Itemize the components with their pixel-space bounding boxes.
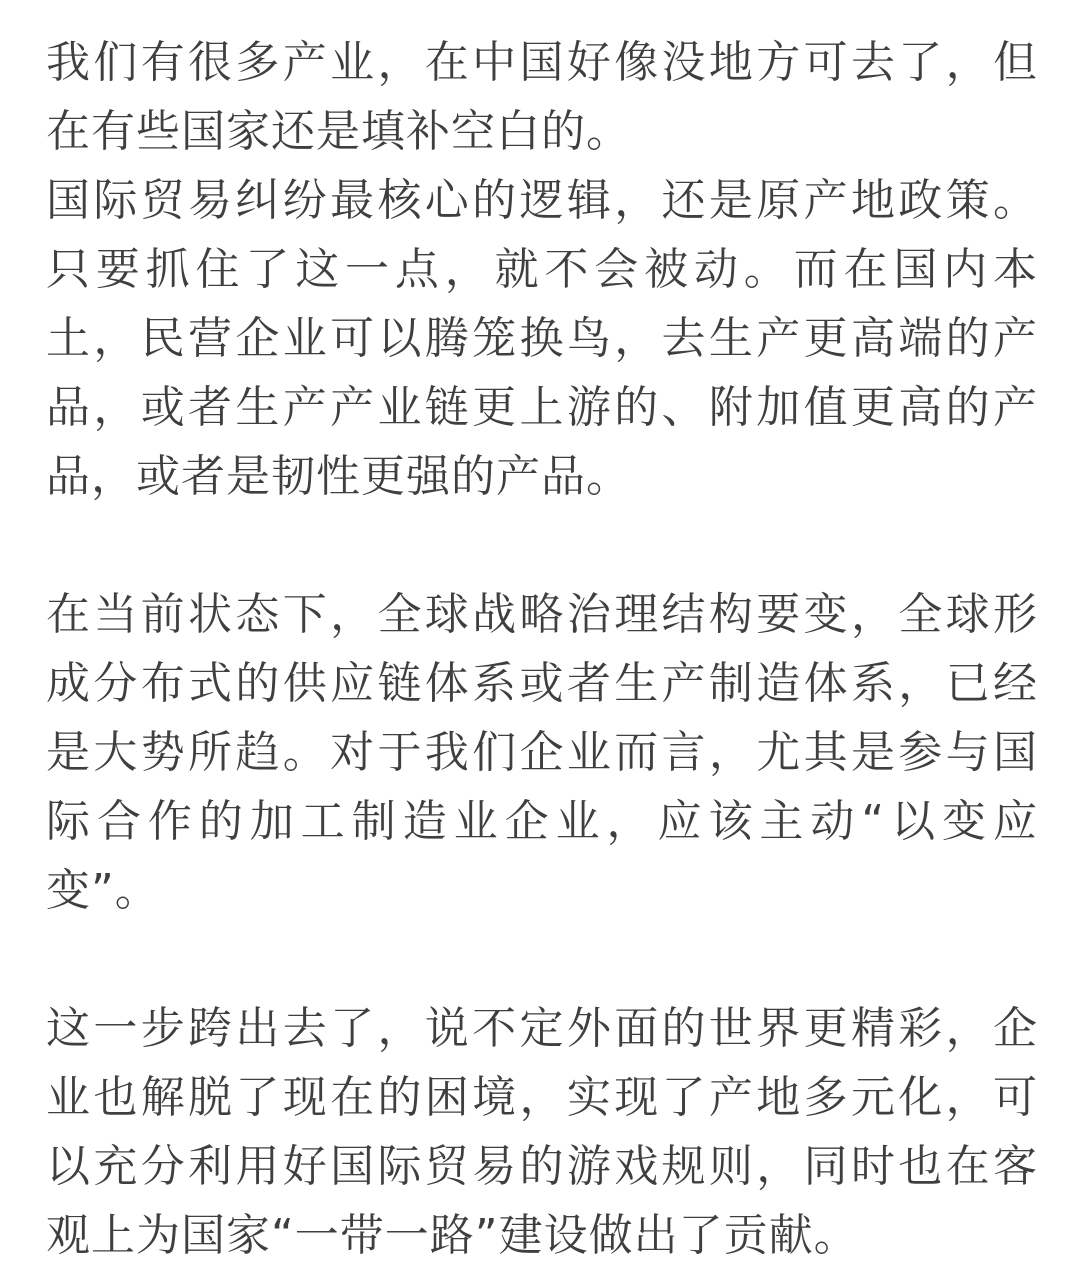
text-line: 业也解脱了现在的困境，实现了产地多元化，可 [46,1072,1038,1123]
paragraph-3 [46,580,1038,925]
text-line: 成分布式的供应链体系或者生产制造体系，已经 [46,658,1038,709]
text-line: 只要抓住了这一点，就不会被动。而在国内本 [46,244,1038,295]
text-line: 国际贸易纠纷最核心的逻辑，还是原产地政策。 [46,175,1038,226]
text-line: 土，民营企业可以腾笼换鸟，去生产更高端的产 [46,313,1038,364]
paragraph-spacer [46,925,1038,994]
text-line: 变”。 [46,865,160,916]
text-line: 我们有很多产业，在中国好像没地方可去了，但 [46,37,1038,88]
article-body [46,28,1038,1270]
text-line: 际合作的加工制造业企业，应该主动“以变应 [46,796,1038,847]
paragraph-1 [46,28,1038,166]
text-line: 在有些国家还是填补空白的。 [46,106,631,157]
text-line: 品，或者是韧性更强的产品。 [46,451,631,502]
paragraph-2 [46,166,1038,511]
text-line: 以充分利用好国际贸易的游戏规则，同时也在客 [46,1141,1038,1192]
text-line: 观上为国家“一带一路”建设做出了贡献。 [46,1210,859,1261]
paragraph-4 [46,994,1038,1270]
text-line: 这一步跨出去了，说不定外面的世界更精彩，企 [46,1003,1038,1054]
paragraph-spacer [46,511,1038,580]
text-line: 品，或者生产产业链更上游的、附加值更高的产 [46,382,1038,433]
text-line: 在当前状态下，全球战略治理结构要变，全球形 [46,589,1038,640]
text-line: 是大势所趋。对于我们企业而言，尤其是参与国 [46,727,1038,778]
